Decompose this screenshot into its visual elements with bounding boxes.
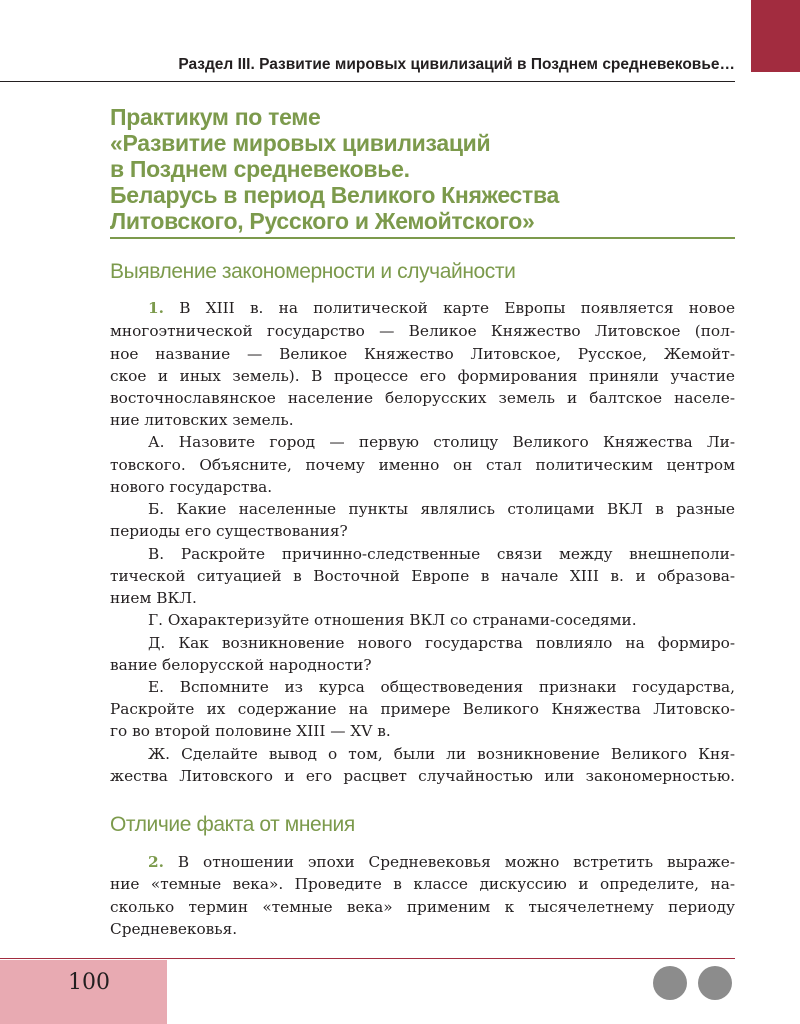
paragraph-line: нового государства. — [110, 478, 273, 496]
question-b: Б. Какие населенные пункты являлись столицами ВКЛ в разные — [148, 500, 735, 518]
question-v: В. Раскройте причинно-следственные связи между внешнеполи- — [148, 545, 735, 563]
question-d: Д. Как возникновение нового государства повлияло на формиро- — [148, 634, 735, 652]
question-a: А. Назовите город — первую столицу Великого Княжества Ли- — [148, 433, 735, 451]
paragraph-line: нием ВКЛ. — [110, 589, 197, 607]
page-title — [110, 104, 735, 234]
paragraph-line: восточнославянское население белорусских земель и балтское населе- — [110, 389, 735, 407]
task-number: 2. — [148, 853, 164, 871]
question-g: Г. Охарактеризуйте отношения ВКЛ со странами-соседями. — [148, 611, 637, 629]
paragraph-line: 2. В отношении эпохи Средневековья можно встретить выраже- — [148, 853, 735, 871]
title-line: Практикум по теме — [110, 104, 321, 130]
section-heading-patterns: Выявление закономерности и случайности — [110, 260, 516, 283]
title-line: Литовского, Русского и Жемойтского» — [110, 208, 535, 234]
title-divider — [110, 237, 735, 239]
paragraph-line: Средневековья. — [110, 920, 238, 938]
paragraph-line: 1. В XIII в. на политической карте Европы появляется новое — [148, 299, 735, 317]
question-e: Е. Вспомните из курса обществоведения признаки государства, — [148, 678, 735, 696]
footer-divider — [0, 958, 735, 959]
paragraph-line: тической ситуацией в Восточной Европе в начале XIII в. и образова- — [110, 567, 735, 585]
title-line: «Развитие мировых цивилизаций — [110, 130, 491, 156]
decorative-dot — [698, 966, 732, 1000]
paragraph-line: сколько термин «темные века» применим к тысячелетнему периоду — [110, 898, 735, 916]
paragraph-line: ское и иных земель). В процессе его формирования приняли участие — [110, 367, 735, 385]
running-header: Раздел III. Развитие мировых цивилизаций в Позднем средневековье… — [178, 56, 735, 73]
task-number: 1. — [148, 299, 164, 317]
paragraph-line: го во второй половине XIII — XV в. — [110, 722, 391, 740]
decorative-dot — [653, 966, 687, 1000]
paragraph-line: жества Литовского и его расцвет случайностью или закономерностью. — [110, 767, 735, 785]
paragraph-line: ное название — Великое Княжество Литовское, Русское, Жемойт- — [110, 345, 735, 363]
paragraph-line: вание белорусской народности? — [110, 656, 372, 674]
paragraph-line: ние литовских земель. — [110, 411, 294, 429]
corner-tab — [751, 0, 800, 72]
header-divider — [0, 81, 735, 82]
paragraph-line: периоды его существования? — [110, 522, 348, 540]
paragraph-line: Раскройте их содержание на примере Великого Княжества Литовско- — [110, 700, 735, 718]
paragraph-line: ние «темные века». Проведите в классе дискуссию и определите, на- — [110, 875, 735, 893]
page-number: 100 — [68, 970, 110, 995]
title-line: Беларусь в период Великого Княжества — [110, 182, 559, 208]
title-line: в Позднем средневековье. — [110, 156, 410, 182]
question-zh: Ж. Сделайте вывод о том, были ли возникновение Великого Кня- — [148, 745, 735, 763]
section-heading-fact-opinion: Отличие факта от мнения — [110, 813, 355, 836]
paragraph-line: многоэтнической государство — Великое Княжество Литовское (пол- — [110, 322, 735, 340]
paragraph-line: товского. Объясните, почему именно он стал политическим центром — [110, 456, 735, 474]
